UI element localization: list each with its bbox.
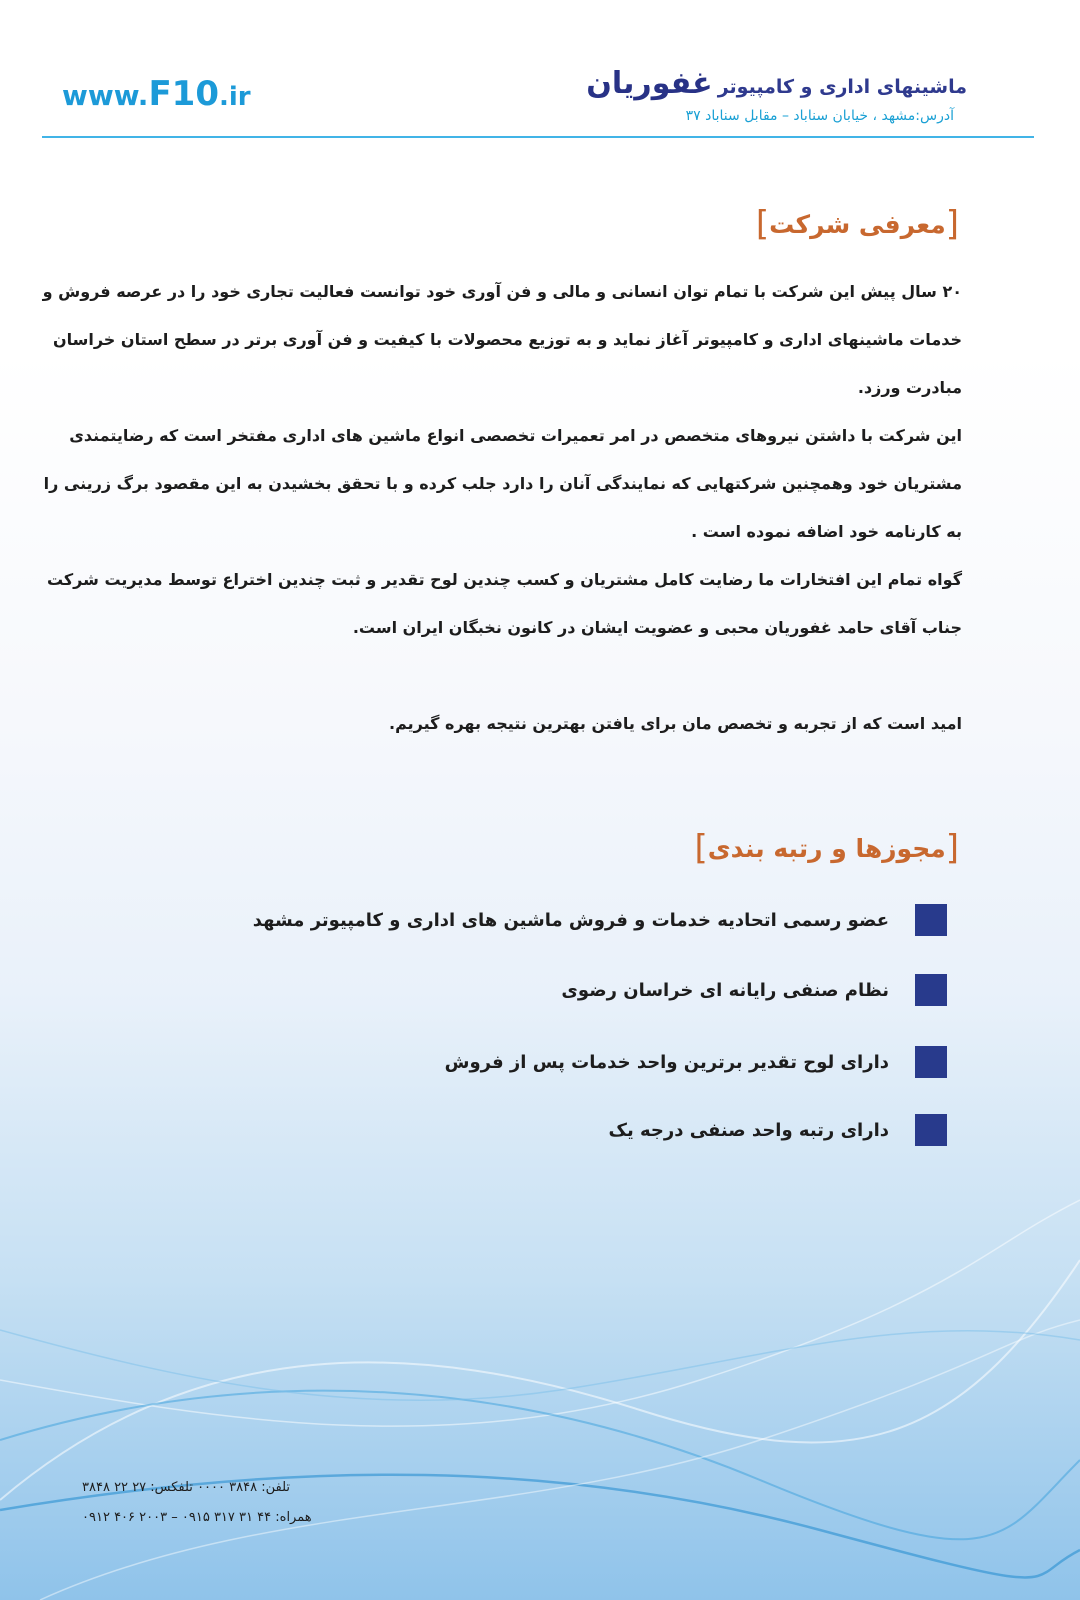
licenses-section-title bbox=[694, 826, 959, 866]
company-name bbox=[586, 66, 967, 101]
intro-line: مبادرت ورزد. bbox=[857, 378, 962, 397]
intro-line: این شرکت با داشتن نیروهای متخصص در امر تعمیرات تخصصی انواع ماشین های اداری مفتخر است که رضایتمندی bbox=[69, 426, 962, 445]
website-url[interactable] bbox=[62, 74, 251, 114]
bracket-close: ] bbox=[755, 204, 770, 244]
header-divider bbox=[42, 136, 1034, 138]
bullet-square-icon bbox=[915, 904, 947, 936]
site-url-name: F10 bbox=[148, 74, 219, 114]
intro-paragraph bbox=[42, 276, 962, 660]
license-item bbox=[253, 904, 947, 936]
intro-title-text: معرفی شرکت bbox=[769, 210, 946, 239]
bullet-square-icon bbox=[915, 974, 947, 1006]
intro-line: جناب آقای حامد غفوریان محبی و عضویت ایشان در کانون نخبگان ایران است. bbox=[352, 618, 962, 637]
intro-line: خدمات ماشینهای اداری و کامپیوتر آغاز نماید و به توزیع محصولات با کیفیت و فن آوری برتر در سطح استان خراسان bbox=[52, 330, 962, 349]
intro-closing bbox=[130, 708, 962, 756]
bullet-square-icon bbox=[915, 1046, 947, 1078]
license-text: دارای رتبه واحد صنفی درجه یک bbox=[608, 1119, 889, 1141]
site-url-prefix: www. bbox=[62, 79, 149, 112]
company-address: آدرس:مشهد ، خیابان سناباد – مقابل سناباد ۳۷ bbox=[685, 108, 954, 124]
bracket-open: [ bbox=[945, 204, 959, 244]
license-text: عضو رسمی اتحادیه خدمات و فروش ماشین های اداری و کامپیوتر مشهد bbox=[252, 909, 889, 931]
company-prefix: ماشینهای اداری و کامپیوتر bbox=[717, 76, 967, 98]
license-item bbox=[445, 1046, 947, 1078]
intro-closing-line: امید است که از تجربه و تخصص مان برای یافتن بهترین نتیجه بهره گیریم. bbox=[389, 714, 962, 733]
intro-line: مشتریان خود وهمچنین شرکتهایی که نمایندگی آنان را دارد جلب کرده و با تحقق بخشیدن به این مقصود برگ زرینی را bbox=[43, 474, 962, 493]
bullet-square-icon bbox=[915, 1114, 947, 1146]
bracket-open: [ bbox=[945, 828, 959, 868]
license-item bbox=[609, 1114, 947, 1146]
intro-line: ۲۰ سال پیش این شرکت با تمام توان انسانی و مالی و فن آوری خود توانست فعالیت تجاری خود را در عرصه فروش و bbox=[42, 282, 962, 301]
contact-phone: تلفن: ۳۸۴۸ ۰۰۰۰ تلفکس: ۲۷ ۲۲ ۳۸۴۸ bbox=[82, 1480, 290, 1495]
company-brand: غفوریان bbox=[586, 66, 713, 101]
intro-line: گواه تمام این افتخارات ما رضایت کامل مشتریان و کسب چندین لوح تقدیر و ثبت چندین اختراع توسط مدیریت شرکت bbox=[46, 570, 962, 589]
license-item bbox=[561, 974, 947, 1006]
intro-line: به کارنامه خود اضافه نموده است . bbox=[691, 522, 962, 541]
bracket-close: ] bbox=[694, 828, 708, 868]
license-text: دارای لوح تقدیر برترین واحد خدمات پس از فروش bbox=[444, 1051, 889, 1073]
licenses-title-text: مجوزها و رتبه بندی bbox=[707, 834, 946, 863]
license-text: نظام صنفی رایانه ای خراسان رضوی bbox=[561, 979, 889, 1001]
site-url-suffix: .ir bbox=[219, 82, 251, 112]
intro-section-title bbox=[756, 202, 959, 242]
contact-mobile: همراه: ۴۴ ۳۱ ۳۱۷ ۰۹۱۵ – ۲۰۰۳ ۴۰۶ ۰۹۱۲ bbox=[82, 1510, 312, 1525]
